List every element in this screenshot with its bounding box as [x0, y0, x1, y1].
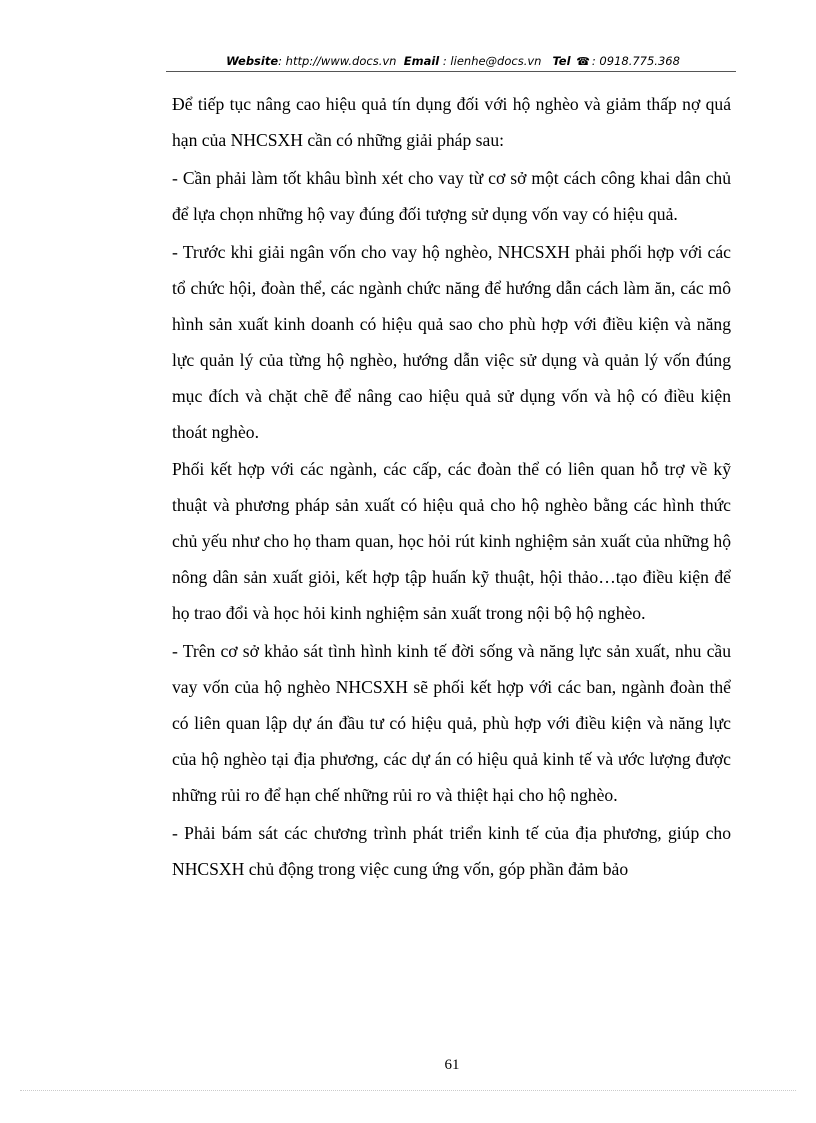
- paragraph-6: - Phải bám sát các chương trình phát triển kinh tế của địa phương, giúp cho NHCSXH chủ động trong việc cung ứng vốn, góp phần đảm bảo: [172, 822, 731, 879]
- paragraph-1: Để tiếp tục nâng cao hiệu quả tín dụng đối với hộ nghèo và giảm thấp nợ quá hạn của NHCSXH cần có những giải pháp sau:: [172, 94, 731, 150]
- email-value: : lienhe@docs.vn: [442, 54, 542, 68]
- paragraph-2: - Cần phải làm tốt khâu bình xét cho vay từ cơ sở một cách công khai dân chủ để lựa chọn những hộ vay đúng đối tượng sử dụng vốn vay có hiệu quả.: [172, 167, 731, 224]
- website-value: : http://www.docs.vn: [278, 54, 397, 68]
- paragraph-4: Phối kết hợp với các ngành, các cấp, các đoàn thể có liên quan hỗ trợ về kỹ thuật và phương pháp sản xuất có hiệu quả cho hộ nghèo bằng các hình thức chủ yếu như cho họ tham quan, học hỏi rút kinh nghiệm sản xuất của những hộ nông dân sản xuất giỏi, kết hợp tập huấn kỹ thuật, hội thảo…tạo điều kiện để họ trao đổi và học hỏi kinh nghiệm sản xuất trong nội bộ hộ nghèo.: [172, 459, 731, 624]
- page-header: [170, 52, 736, 70]
- tel-value: : 0918.775.368: [591, 54, 680, 68]
- header-rule: [166, 71, 736, 72]
- page-number: 61: [444, 1057, 460, 1073]
- paragraph-5: - Trên cơ sở khảo sát tình hình kinh tế đời sống và năng lực sản xuất, nhu cầu vay vốn của hộ nghèo NHCSXH sẽ phối kết hợp với các ban, ngành đoàn thể có liên quan lập dự án đầu tư có hiệu quả, phù hợp với điều kiện và năng lực của hộ nghèo tại địa phương, các dự án có hiệu quả kinh tế và ước lượng được những rủi ro để hạn chế những rủi ro và thiệt hại cho hộ nghèo.: [172, 641, 731, 806]
- tel-label: Tel: [552, 54, 571, 68]
- paragraph-3: - Trước khi giải ngân vốn cho vay hộ nghèo, NHCSXH phải phối hợp với các tổ chức hội, đoàn thể, các ngành chức năng để hướng dẫn cách làm ăn, các mô hình sản xuất kinh doanh có hiệu quả sao cho phù hợp với điều kiện và năng lực quản lý của từng hộ nghèo, hướng dẫn việc sử dụng và quản lý vốn đúng mục đích và chặt chẽ để nâng cao hiệu quả sử dụng vốn và hộ có điều kiện thoát nghèo.: [172, 241, 731, 442]
- document-body: [172, 86, 731, 889]
- phone-icon: ☎: [576, 55, 590, 68]
- website-label: Website: [226, 54, 279, 68]
- email-label: Email: [403, 54, 440, 68]
- footer-rule: [20, 1090, 796, 1091]
